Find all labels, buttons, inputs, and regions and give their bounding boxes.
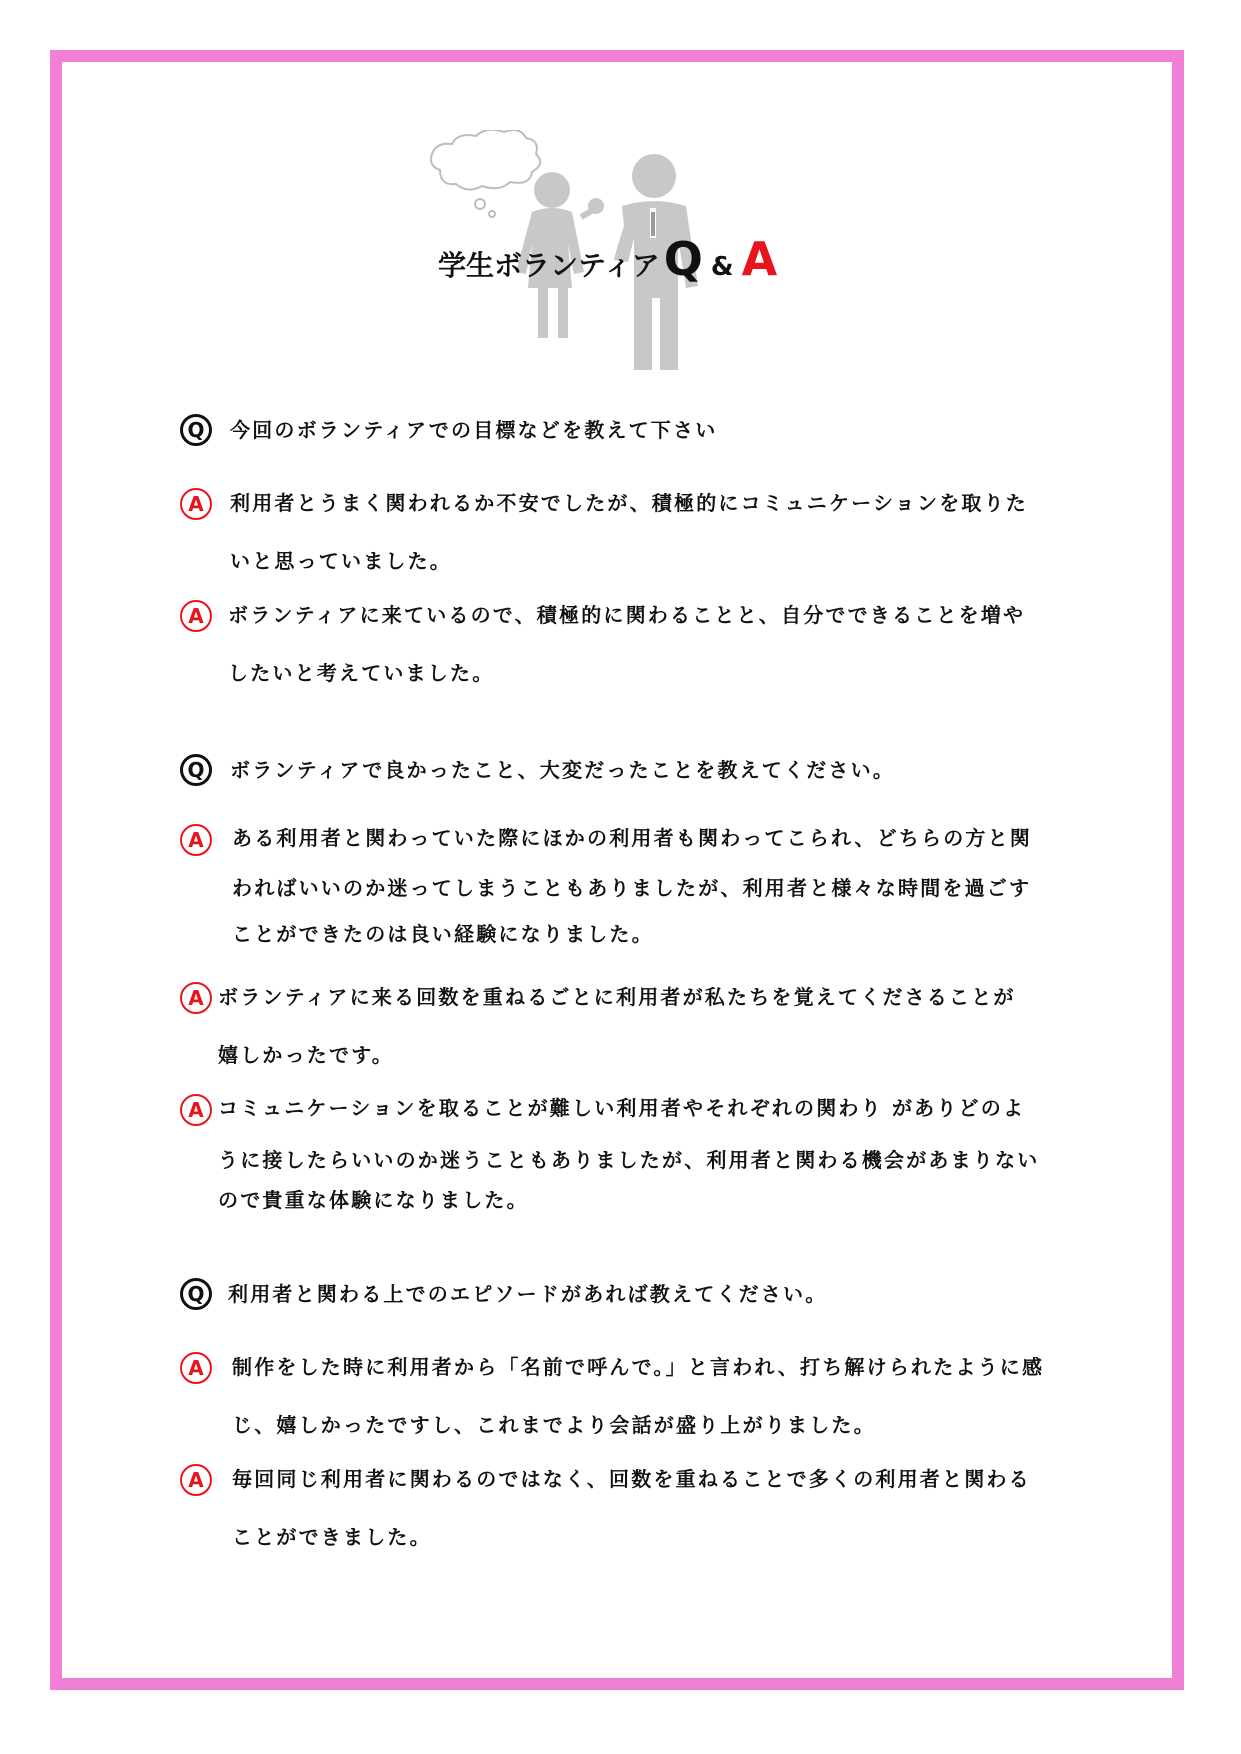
answer-line: 利用者とうまく関われるか不安でしたが、積極的にコミュニケーションを取りた bbox=[230, 491, 1028, 515]
answer-row bbox=[180, 598, 1080, 702]
a-badge-icon: A bbox=[180, 1094, 212, 1126]
answer-row bbox=[180, 1462, 1080, 1566]
question-row bbox=[180, 752, 1080, 788]
answer-line: わればいいのか迷ってしまうこともありましたが、利用者と様々な時間を過ごす bbox=[232, 876, 1032, 900]
answer-row bbox=[180, 980, 1080, 1084]
a-badge-icon: A bbox=[180, 1464, 212, 1496]
a-badge-icon: A bbox=[180, 600, 212, 632]
answer-line: ことができました。 bbox=[232, 1525, 432, 1549]
a-badge-icon: A bbox=[180, 824, 212, 856]
page-title bbox=[438, 232, 777, 292]
a-badge-icon: A bbox=[180, 488, 212, 520]
answer-line: コミュニケーションを取ることが難しい利用者やそれぞれの関わり がありどのよ bbox=[218, 1096, 1026, 1120]
title-text: 学生ボランティア bbox=[438, 249, 660, 282]
answer-line: うに接したらいいのか迷うこともありましたが、利用者と関わる機会があまりない bbox=[218, 1148, 1040, 1172]
answer-line: 毎回同じ利用者に関わるのではなく、回数を重ねることで多くの利用者と関わる bbox=[232, 1467, 1031, 1491]
title-a: A bbox=[741, 232, 778, 286]
answer-text bbox=[218, 968, 1016, 1084]
answer-line: ある利用者と関わっていた際にほかの利用者も関わってこられ、どちらの方と関 bbox=[232, 826, 1032, 850]
answer-text bbox=[230, 474, 1028, 590]
q-badge-icon: Q bbox=[180, 414, 212, 446]
q-badge-icon: Q bbox=[180, 1278, 212, 1310]
question-row bbox=[180, 412, 1080, 448]
question-text: 利用者と関わる上でのエピソードがあれば教えてください。 bbox=[228, 1282, 828, 1306]
answer-text bbox=[232, 1450, 1031, 1566]
question-text: 今回のボランティアでの目標などを教えて下さい bbox=[230, 418, 718, 442]
answer-row bbox=[180, 486, 1080, 590]
answer-row bbox=[180, 822, 1080, 952]
answer-row bbox=[180, 1350, 1080, 1454]
a-badge-icon: A bbox=[180, 982, 212, 1014]
answer-row bbox=[180, 1092, 1080, 1218]
answer-text bbox=[218, 1090, 1039, 1218]
question-row bbox=[180, 1276, 1080, 1312]
answer-line: したいと考えていました。 bbox=[228, 661, 495, 685]
answer-line: 制作をした時に利用者から「名前で呼んで。」と言われ、打ち解けられたように感 bbox=[232, 1355, 1045, 1379]
answer-text bbox=[232, 820, 1032, 952]
title-ampersand: & bbox=[710, 252, 734, 282]
thought-bubble-icon bbox=[431, 130, 540, 217]
answer-text bbox=[232, 1338, 1044, 1454]
answer-line: ボランティアに来る回数を重ねるごとに利用者が私たちを覚えてくださることが bbox=[218, 985, 1016, 1009]
answer-text bbox=[228, 586, 1025, 702]
answer-line: ので貴重な体験になりました。 bbox=[218, 1188, 529, 1212]
answer-line: ボランティアに来ているので、積極的に関わることと、自分でできることを増や bbox=[228, 603, 1026, 627]
question-text: ボランティアで良かったこと、大変だったことを教えてください。 bbox=[230, 758, 895, 782]
answer-line: いと思っていました。 bbox=[230, 549, 452, 573]
a-badge-icon: A bbox=[180, 1352, 212, 1384]
answer-line: じ、嬉しかったですし、これまでより会話が盛り上がりました。 bbox=[232, 1413, 876, 1437]
q-badge-icon: Q bbox=[180, 754, 212, 786]
title-q: Q bbox=[663, 232, 703, 286]
answer-line: 嬉しかったです。 bbox=[218, 1043, 394, 1067]
answer-line: ことができたのは良い経験になりました。 bbox=[232, 922, 654, 946]
